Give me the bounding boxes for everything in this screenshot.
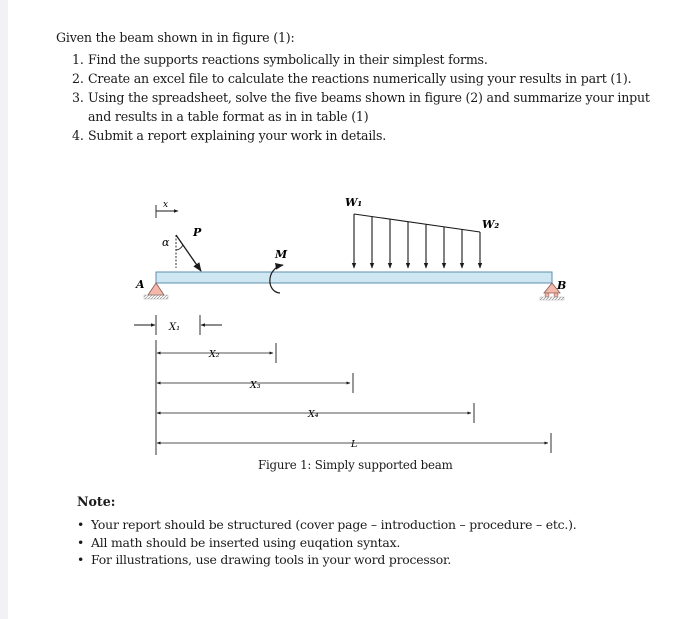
note-item: • Your report should be structured (cover page – introduction – procedure – etc.).: [77, 516, 576, 534]
distributed-load: [354, 214, 480, 268]
support-b-label: B: [557, 279, 567, 292]
figure-caption: Figure 1: Simply supported beam: [258, 458, 453, 472]
load-w1-label: W₁: [345, 196, 363, 209]
task-text: Submit a report explaining your work in details.: [88, 128, 387, 143]
dim-x3-label: X₃: [250, 380, 261, 391]
support-a-pin: [144, 283, 168, 299]
note-title: Note:: [77, 494, 116, 509]
support-a-label: A: [136, 278, 145, 291]
dim-x2-label: X₂: [209, 349, 220, 360]
x-axis-label: x: [163, 200, 169, 210]
angle-arc: [176, 245, 183, 250]
moment-m-label: M: [275, 248, 288, 261]
task-number: 1.: [72, 52, 84, 67]
task-number: 2.: [72, 71, 84, 86]
intro-text: Given the beam shown in in figure (1):: [56, 30, 295, 45]
dim-l-label: L: [351, 439, 358, 450]
dim-x1-label: X₁: [169, 322, 181, 333]
load-w2-label: W₂: [482, 218, 500, 231]
dim-x4-label: X₄: [308, 409, 319, 420]
task-text: Using the spreadsheet, solve the five beams shown in figure (2) and summarize your input and results in a table format as in in table (1): [88, 90, 650, 124]
note-item: • For illustrations, use drawing tools in your word processor.: [77, 551, 576, 569]
task-text: Create an excel file to calculate the reactions numerically using your results in part (1).: [88, 71, 632, 86]
task-number: 4.: [72, 128, 84, 143]
note-item: • All math should be inserted using euqation syntax.: [77, 534, 576, 552]
task-number: 3.: [72, 90, 84, 105]
note-list: [77, 516, 576, 569]
angle-alpha-label: α: [162, 236, 170, 249]
beam: [156, 272, 552, 283]
load-p-label: P: [193, 226, 202, 239]
load-p-arrow: [176, 235, 201, 271]
task-text: Find the supports reactions symbolically in their simplest forms.: [88, 52, 488, 67]
